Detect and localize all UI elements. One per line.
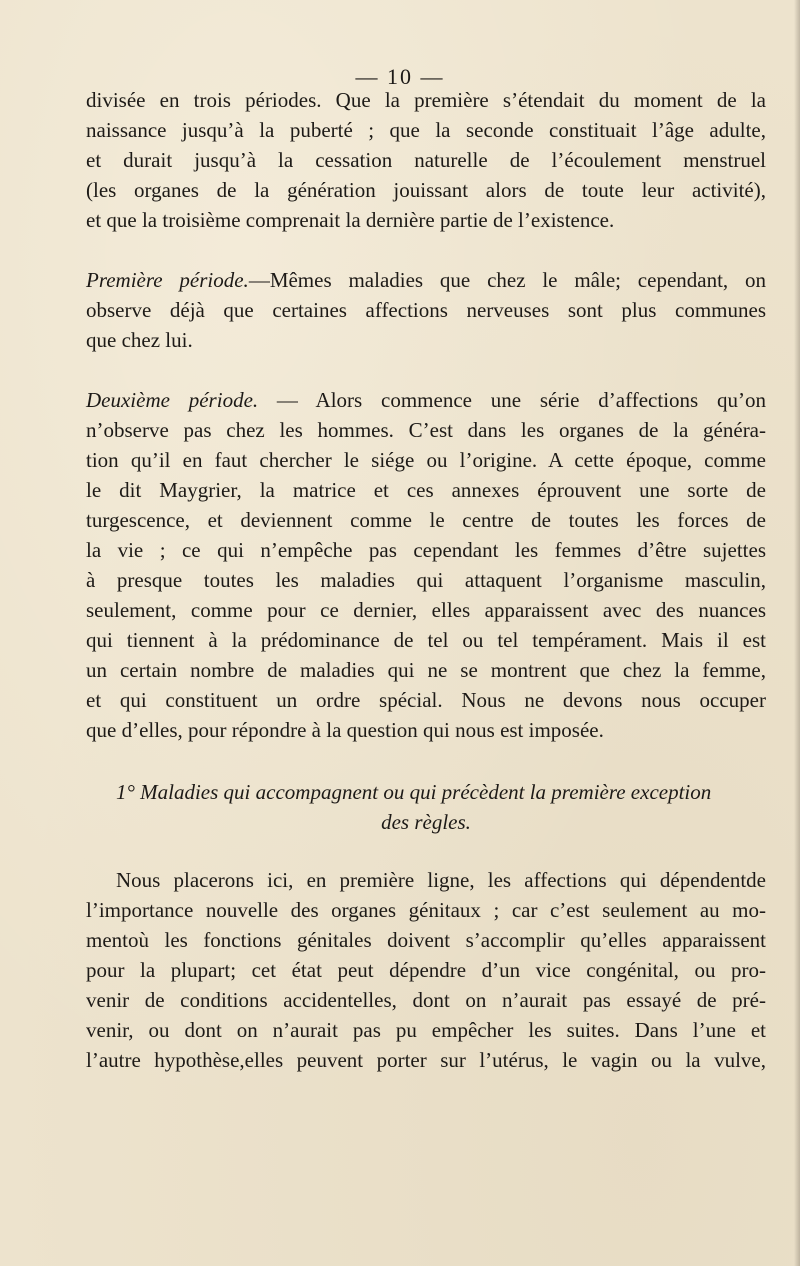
text-line: n’observe pas chez les hommes. C’est dans les organes de la généra- <box>86 418 766 442</box>
text-line <box>86 386 766 414</box>
text-line: Nous placerons ici, en première ligne, les affections qui dépendentde <box>116 868 766 892</box>
text-line: que chez lui. <box>86 328 193 352</box>
text-line <box>86 266 766 294</box>
text-line: pour la plupart; cet état peut dépendre d’un vice congénital, ou pro- <box>86 958 766 982</box>
text-line: le dit Maygrier, la matrice et ces annexes éprouvent une sorte de <box>86 478 766 502</box>
text-line: un certain nombre de maladies qui ne se montrent que chez la femme, <box>86 658 766 682</box>
section-heading-continued: des règles. <box>381 810 471 834</box>
text-line: et qui constituent un ordre spécial. Nous ne devons nous occuper <box>86 688 766 712</box>
text-line: l’importance nouvelle des organes génitaux ; car c’est seulement au mo- <box>86 898 766 922</box>
text-line: la vie ; ce qui n’empêche pas cependant les femmes d’être sujettes <box>86 538 766 562</box>
text-line: venir, ou dont on n’aurait pas pu empêcher les suites. Dans l’une et <box>86 1018 766 1042</box>
text-line: qui tiennent à la prédominance de tel ou tel tempérament. Mais il est <box>86 628 766 652</box>
page-edge-shadow <box>794 0 800 1266</box>
text-fragment: — Alors commence une série d’affections qu’on <box>258 388 766 412</box>
text-line: et que la troisième comprenait la dernière partie de l’existence. <box>86 208 615 232</box>
section-heading: 1° Maladies qui accompagnent ou qui précèdent la première exception <box>116 780 712 804</box>
page-number: — 10 — <box>355 64 445 89</box>
text-line: mentoù les fonctions génitales doivent s’accomplir qu’elles apparaissent <box>86 928 766 952</box>
text-line: turgescence, et deviennent comme le centre de toutes les forces de <box>86 508 766 532</box>
section-lead-deuxieme-periode: Deuxième période. <box>86 388 259 412</box>
text-fragment: —Mêmes maladies que chez le mâle; cependant, on <box>248 268 766 292</box>
text-line: que d’elles, pour répondre à la question qui nous est imposée. <box>86 718 604 742</box>
text-line: seulement, comme pour ce dernier, elles apparaissent avec des nuances <box>86 598 766 622</box>
text-line: observe déjà que certaines affections nerveuses sont plus communes <box>86 298 766 322</box>
text-line: (les organes de la génération jouissant alors de toute leur activité), <box>86 178 766 202</box>
text-line: à presque toutes les maladies qui attaquent l’organisme masculin, <box>86 568 766 592</box>
text-line: venir de conditions accidentelles, dont on n’aurait pas essayé de pré- <box>86 988 766 1012</box>
text-line: et durait jusqu’à la cessation naturelle de l’écoulement menstruel <box>86 148 766 172</box>
text-line: naissance jusqu’à la puberté ; que la seconde constituait l’âge adulte, <box>86 118 766 142</box>
section-lead-premiere-periode: Première période. <box>86 268 249 292</box>
text-line: l’autre hypothèse,elles peuvent porter sur l’utérus, le vagin ou la vulve, <box>86 1048 766 1072</box>
text-line: tion qu’il en faut chercher le siége ou l’origine. A cette époque, comme <box>86 448 766 472</box>
text-line: divisée en trois périodes. Que la première s’étendait du moment de la <box>86 88 766 112</box>
